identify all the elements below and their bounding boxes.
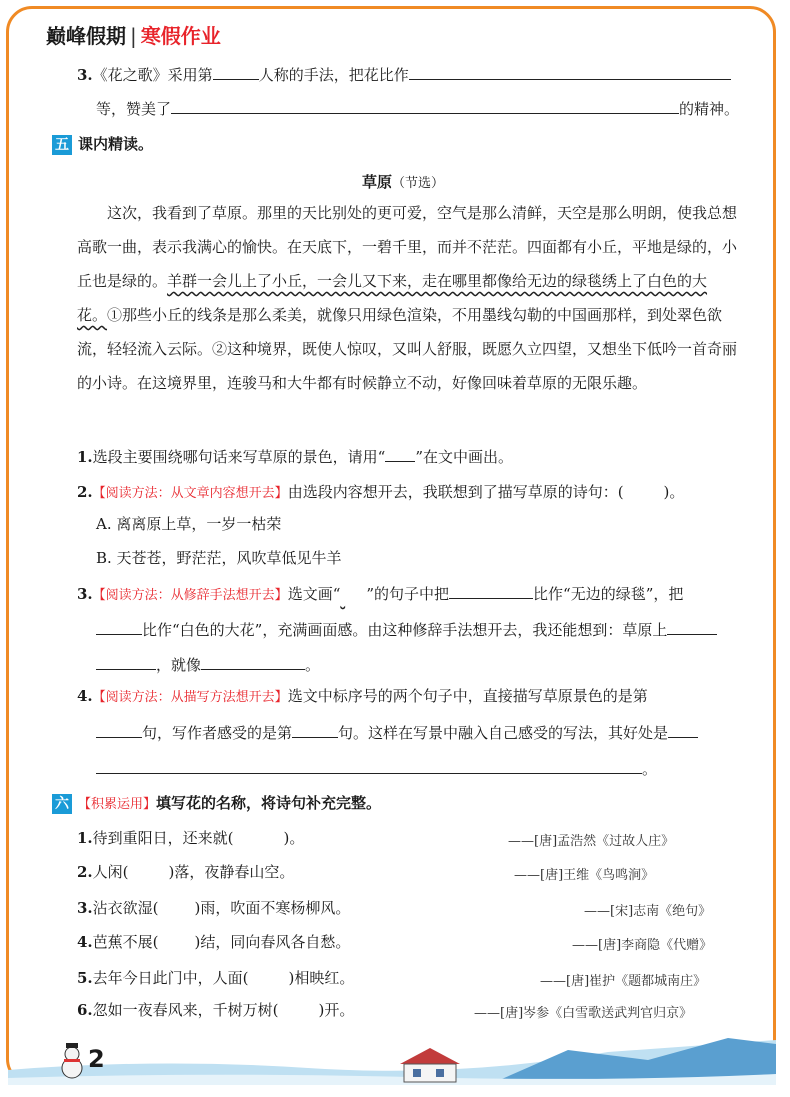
page-number: 2 xyxy=(88,1045,105,1073)
option-b[interactable]: B. 天苍苍，野茫茫，风吹草低见牛羊 xyxy=(96,549,342,567)
q5-4-line2: 句，写作者感受的是第 句。这样在写景中融入自己感受的写法，其好处是 xyxy=(96,722,698,743)
blank[interactable] xyxy=(668,722,698,738)
q5-1: 1.选段主要围绕哪句话来写草原的景色，请用“ ”在文中画出。 xyxy=(77,448,514,466)
poem-item: 2.人闲( )落，夜静春山空。 xyxy=(77,863,295,881)
header-separator: | xyxy=(130,24,137,48)
blank[interactable] xyxy=(449,583,533,599)
section-6-heading: 六 【积累运用】填写花的名称，将诗句补充完整。 xyxy=(52,793,381,815)
poem-source: ——[唐]崔护《题都城南庄》 xyxy=(540,974,707,989)
q3-top-line2: 等，赞美了 的精神。 xyxy=(96,100,740,118)
q5-3-line2: 比作“白色的大花”，充满画面感。由这种修辞手法想开去，我还能想到：草原上 xyxy=(96,619,717,640)
blank[interactable] xyxy=(96,758,642,774)
passage-body: 这次，我看到了草原。那里的天比别处的更可爱，空气是那么清鲜，天空是那么明朗，使我总想高歌一曲，表示我满心的愉快。在天底下，一碧千里，而并不茫茫。四面都有小丘，平地是绿的，小丘也是绿的。羊群一会儿上了小丘，一会儿又下来，走在哪里都像给无边的绿毯绣上了白色的大花。①那些小丘的线条是那么柔美，就像只用绿色渲染，不用墨线勾勒的中国画那样，到处翠色欲流，轻轻流入云际。②这种境界，既使人惊叹，又叫人舒服，既愿久立四望，又想坐下低吟一首奇丽的小诗。在这境界里，连骏马和大牛都有时候静立不动，好像回味着草原的无限乐趣。 xyxy=(77,204,738,392)
page-frame xyxy=(6,6,776,1085)
poem-source: ——[唐]岑参《白雪歌送武判官归京》 xyxy=(474,1006,693,1021)
blank[interactable] xyxy=(171,98,679,114)
house-icon xyxy=(400,1048,460,1082)
wavy-underlined-sentence: 羊群一会儿上了小丘，一会儿又下来，走在哪里都像给无边的绿毯绣上了白色的大花。 xyxy=(77,272,708,324)
blank[interactable] xyxy=(292,722,338,738)
blank[interactable] xyxy=(667,619,717,635)
section-badge: 五 xyxy=(52,135,72,155)
blank[interactable] xyxy=(96,654,156,670)
poem-source: ——[唐]李商隐《代赠》 xyxy=(572,938,713,953)
poem-item: 3.沾衣欲湿( )雨，吹面不寒杨柳风。 xyxy=(77,899,351,917)
brand-title: 巅峰假期 xyxy=(46,24,126,48)
poem-source: ——[宋]志南《绝句》 xyxy=(584,904,712,919)
poem-item: 5.去年今日此门中，人面( )相映红。 xyxy=(77,969,355,987)
poem-source: ——[唐]孟浩然《过故人庄》 xyxy=(508,834,675,849)
q5-4-line1: 4.【阅读方法：从描写方法想开去】选文中标序号的两个句子中，直接描写草原景色的是第 xyxy=(77,687,648,705)
option-a[interactable]: A. 离离原上草，一岁一枯荣 xyxy=(96,515,282,533)
poem-item: 4.芭蕉不展( )结，同向春风各自愁。 xyxy=(77,933,351,951)
blank[interactable] xyxy=(385,446,415,462)
passage-title: 草原（节选） xyxy=(362,173,445,191)
snowman-icon xyxy=(62,1043,82,1078)
winter-scene-footer xyxy=(8,1030,776,1085)
q5-4-line3: 。 xyxy=(96,758,657,779)
poem-item: 1.待到重阳日，还来就( )。 xyxy=(77,829,305,847)
header-subtitle: 寒假作业 xyxy=(140,24,221,48)
page-header xyxy=(46,20,221,49)
q5-3-line1: 3.【阅读方法：从修辞手法想开去】选文画“ ”的句子中把 比作“无边的绿毯”，把 xyxy=(77,585,684,603)
poem-item: 6.忽如一夜春风来，千树万树( )开。 xyxy=(77,1001,355,1019)
q3-top-line1: 3.《花之歌》采用第 人称的手法，把花比作 xyxy=(77,64,731,85)
poem-source: ——[唐]王维《鸟鸣涧》 xyxy=(514,868,655,883)
section-5-heading xyxy=(52,134,153,155)
section-badge: 六 xyxy=(52,794,72,814)
section-title: 课内精读。 xyxy=(78,135,154,153)
blank[interactable] xyxy=(201,654,305,670)
blank[interactable] xyxy=(96,619,142,635)
blank[interactable] xyxy=(213,64,259,80)
blank[interactable] xyxy=(409,64,731,80)
q5-2: 2.【阅读方法：从文章内容想开去】由选段内容想开去，我联想到了描写草原的诗句：( )。 xyxy=(77,483,685,501)
q5-3-line3: ，就像 。 xyxy=(96,654,320,675)
blank[interactable] xyxy=(96,722,142,738)
